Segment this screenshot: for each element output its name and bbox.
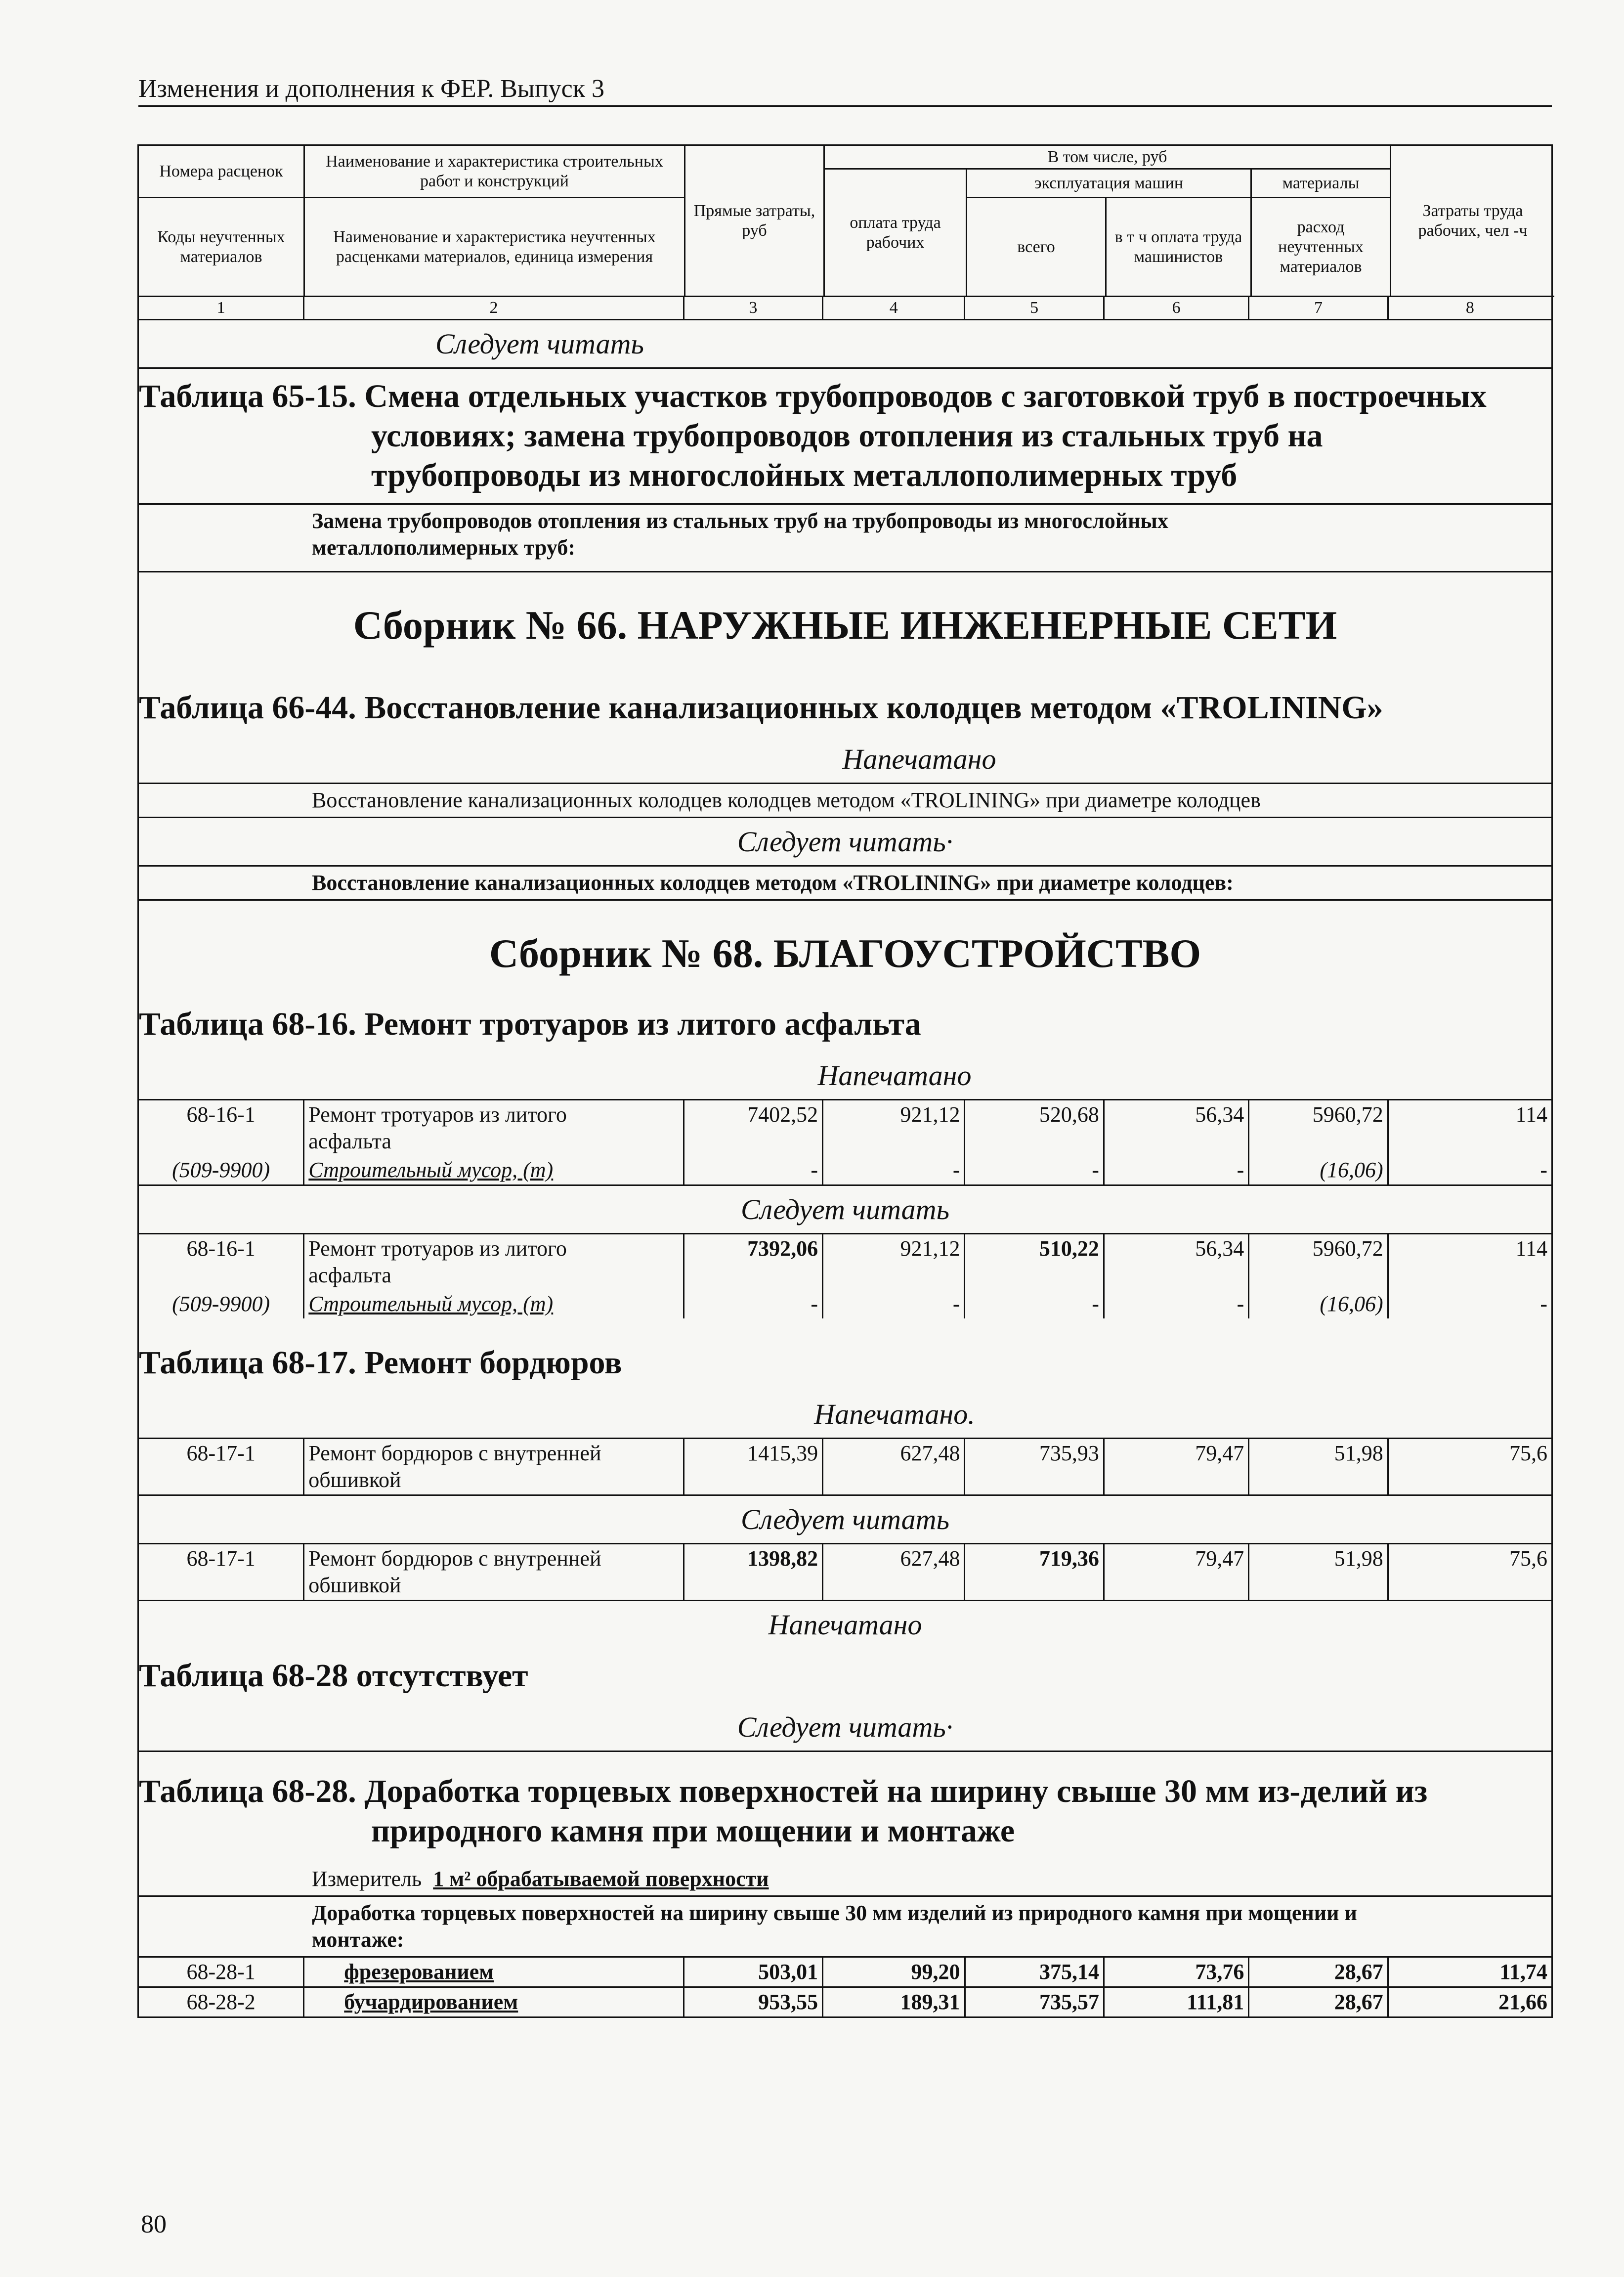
header-numbers [139,297,1551,320]
header-col8: Затраты труда рабочих, чел -ч [1391,146,1554,297]
row-value: 114 [1515,1236,1548,1261]
label-read: Следует читать [139,1184,1551,1233]
header-num: 7 [1249,297,1388,319]
row-name-line: Ремонт тротуаров из литого [308,1102,567,1127]
header-col3: Прямые затраты, руб [685,146,825,297]
row-value: - [823,1156,965,1184]
row-code: 68-17-1 [139,1439,304,1494]
row-name-line: асфальта [308,1129,391,1153]
row-name [304,1100,684,1156]
label-printed: Напечатано [842,743,996,775]
header-incl: В том числе, руб [825,146,1391,170]
row-value: 921,12 [823,1234,965,1290]
row-name-line: Ремонт тротуаров из литого [308,1236,567,1261]
row-value: - [965,1156,1104,1184]
table-row [139,1956,1551,1986]
row-value: - [1105,1156,1249,1184]
row-value: (16,06) [1249,1156,1388,1184]
table-header [139,146,1551,297]
row-name: фрезерованием [304,1958,684,1986]
title-line: условиях; замена трубопроводов отопления из стальных труб на [371,418,1323,454]
row-value: - [1105,1290,1249,1318]
data-block-printed [139,1099,1551,1184]
row-value: 99,20 [823,1958,965,1986]
row-value: 7402,52 [684,1100,823,1156]
header-num: 2 [304,297,684,319]
row-value: - [1540,1292,1548,1316]
row-value: 79,47 [1105,1544,1249,1600]
table-title: Таблица 66-44. Восстановление канализационных колодцев методом «TROLINING» [139,690,1383,726]
row-value: 21,66 [1498,1990,1547,2014]
row-value: 75,6 [1509,1441,1548,1465]
main-table [137,144,1553,2018]
header-col6: в т ч оплата труда машинистов [1107,198,1252,297]
row-name: бучардированием [304,1988,684,2016]
header-col2-top: Наименование и характеристика строительных работ и конструкций [305,146,685,198]
row-code: 68-16-1 [139,1100,304,1156]
header-col7: расход неучтенных материалов [1252,198,1391,297]
subheading-line: Доработка торцевых поверхностей на ширину свыше 30 мм изделий из природного камня при мощении и [312,1901,1357,1925]
measure-unit: 1 м² обрабатываемой поверхности [433,1867,769,1891]
page-number: 80 [141,2210,167,2238]
row-name-line: обшивкой [308,1573,401,1597]
header-num: 5 [965,297,1104,319]
row-value: - [684,1156,823,1184]
row-value: 627,48 [823,1439,965,1494]
header-num: 1 [139,297,304,319]
header-num: 8 [1465,299,1474,317]
row-value: 5960,72 [1249,1234,1388,1290]
row-name [304,1544,684,1600]
subheading [139,1895,1551,1956]
label-read: Следует читать [139,1494,1551,1543]
row-value: 111,81 [1105,1988,1249,2016]
row-value: - [684,1290,823,1318]
header-col1-top: Номера расценок [139,146,305,198]
material-name: Строительный мусор, (т) [304,1156,684,1184]
title-line: Таблица 68-28. Доработка торцевых поверхностей на ширину свыше 30 мм из-делий из [139,1773,1428,1809]
label-printed: Напечатано. [814,1398,975,1430]
label-printed: Напечатано [139,1600,1551,1648]
read-line: Восстановление канализационных колодцев методом «TROLINING» при диаметре колодцев: [139,865,1551,899]
row-value: 51,98 [1249,1544,1388,1600]
label-read: Следует читать· [139,817,1551,865]
row-code: 68-28-2 [139,1988,304,2016]
row-value: - [823,1290,965,1318]
row-value: - [1540,1158,1548,1182]
row-value: 73,76 [1105,1958,1249,1986]
header-num: 3 [684,297,823,319]
data-block-read [139,1233,1551,1318]
row-name [304,1439,684,1494]
row-value: 11,74 [1499,1960,1547,1984]
material-row [139,1290,1551,1318]
row-value: 75,6 [1509,1546,1548,1571]
absent-note: Таблица 68-28 отсутствует [139,1658,528,1694]
row-value: 5960,72 [1249,1100,1388,1156]
row-code: 68-28-1 [139,1958,304,1986]
table-row [139,1986,1551,2016]
table-row [139,1543,1551,1600]
row-value: 627,48 [823,1544,965,1600]
row-name-line: Ремонт бордюров с внутренней [308,1546,601,1571]
table-title: Таблица 68-17. Ремонт бордюров [139,1345,622,1381]
table-title: Таблица 68-16. Ремонт тротуаров из литого асфальта [139,1006,921,1042]
title-line: природного камня при мощении и монтаже [371,1813,1015,1849]
row-value: 51,98 [1249,1439,1388,1494]
row-name-line: асфальта [308,1263,391,1287]
header-col5: всего [967,198,1107,297]
row-value: 189,31 [823,1988,965,2016]
table-row [139,1234,1551,1290]
subheading-line: металлополимерных труб: [312,535,576,560]
subheading-line: Замена трубопроводов отопления из стальных труб на трубопроводы из многослойных [312,509,1168,533]
header-materials: материалы [1252,170,1391,198]
table-title [139,367,1551,503]
material-name: Строительный мусор, (т) [304,1290,684,1318]
printed-line: Восстановление канализационных колодцев колодцев методом «TROLINING» при диаметре колодцев [139,783,1551,817]
header-num: 4 [823,297,965,319]
label-printed: Напечатано [817,1059,972,1092]
table-row [139,1100,1551,1156]
row-value: 520,68 [965,1100,1104,1156]
row-value: 56,34 [1105,1100,1249,1156]
row-name-line: Ремонт бордюров с внутренней [308,1441,601,1465]
label-read: Следует читать· [737,1711,953,1743]
title-line: трубопроводы из многослойных металлополимерных труб [371,457,1238,493]
row-name-line: обшивкой [308,1468,401,1492]
page-header: Изменения и дополнения к ФЕР. Выпуск 3 [138,74,1552,107]
table-row [139,1438,1551,1494]
label-read: Следует читать [435,328,644,360]
row-code: 68-16-1 [139,1234,304,1290]
header-col4: оплата труда рабочих [825,170,967,297]
row-value: (16,06) [1249,1290,1388,1318]
row-value: 28,67 [1249,1958,1388,1986]
row-value: 28,67 [1249,1988,1388,2016]
row-code: 68-17-1 [139,1544,304,1600]
header-num: 6 [1105,297,1249,319]
subheading [139,503,1551,571]
row-value: 1415,39 [684,1439,823,1494]
material-row [139,1156,1551,1184]
table-title [139,1751,1551,1859]
measure-line [139,1859,1551,1895]
measure-prefix: Измеритель [312,1867,422,1891]
row-value: 79,47 [1105,1439,1249,1494]
row-value: 921,12 [823,1100,965,1156]
collection-title: Сборник № 66. НАРУЖНЫЕ ИНЖЕНЕРНЫЕ СЕТИ [139,571,1551,668]
row-value: 719,36 [965,1544,1104,1600]
row-value: 953,55 [684,1988,823,2016]
row-value: 503,01 [684,1958,823,1986]
row-value: 735,57 [966,1988,1105,2016]
collection-title: Сборник № 68. БЛАГОУСТРОЙСТВО [139,899,1551,997]
row-value: 7392,06 [684,1234,823,1290]
row-value: 1398,82 [684,1544,823,1600]
material-code: (509-9900) [139,1156,304,1184]
header-col1-bottom: Коды неучтенных материалов [139,198,305,297]
row-value: 375,14 [966,1958,1105,1986]
header-col2-bottom: Наименование и характеристика неучтенных расценками материалов, единица измерения [305,198,685,297]
row-value: 56,34 [1105,1234,1249,1290]
row-value: - [965,1290,1104,1318]
row-value: 114 [1515,1102,1548,1127]
header-machines: эксплуатация машин [967,170,1252,198]
subheading-line: монтаже: [312,1927,404,1952]
title-line: Таблица 65-15. Смена отдельных участков трубопроводов с заготовкой труб в построечных [139,378,1487,414]
row-value: 735,93 [965,1439,1104,1494]
material-code: (509-9900) [139,1290,304,1318]
row-value: 510,22 [965,1234,1104,1290]
row-name [304,1234,684,1290]
